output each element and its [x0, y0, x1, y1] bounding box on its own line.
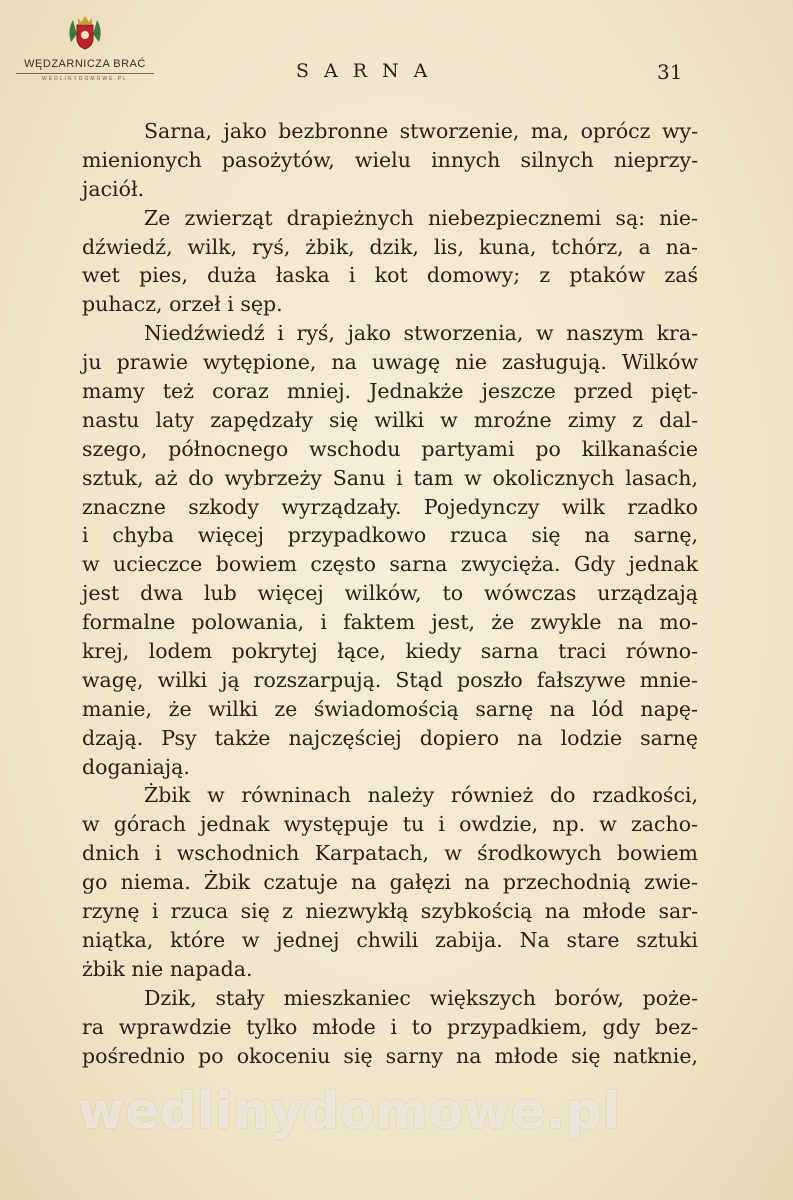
text-line: sztuk, aż do wybrzeży Sanu i tam w okolicznych lasach, [82, 465, 698, 490]
text-line: w górach jednak występuje tu i owdzie, np. w zacho- [82, 812, 698, 837]
text-line: ju prawie wytępione, na uwagę nie zasługują. Wilków [82, 350, 698, 375]
text-line: mienionych pasożytów, wielu innych silnych nieprzy- [82, 147, 698, 172]
text-line: żbik nie napada. [82, 956, 253, 981]
text-line: rzynę i rzuca się z niezwykłą szybkością na młode sar- [82, 899, 698, 924]
text-line: manie, że wilki ze świadomością sarnę na lód napę- [82, 696, 698, 721]
text-line: Ze zwierząt drapieżnych niebezpiecznemi są: nie- [144, 205, 698, 230]
logo-name: WĘDZARNICZA BRAĆ [24, 58, 146, 70]
text-line: w ucieczce bowiem często sarna zwycięża. Gdy jednak [82, 552, 698, 577]
text-line: dnich i wschodnich Karpatach, w środkowych bowiem [82, 841, 698, 866]
logo-divider [16, 73, 154, 74]
text-line: Żbik w równinach należy również do rzadkości, [144, 783, 698, 808]
text-line: puhacz, orzeł i sęp. [82, 292, 283, 317]
text-line: dzają. Psy także najczęściej dopiero na lodzie sarnę [82, 725, 698, 750]
text-line: mamy też coraz mniej. Jednakże jeszcze przed pięt- [82, 379, 698, 404]
text-line: znaczne szkody wyrządzały. Pojedynczy wilk rzadko [82, 494, 698, 519]
coat-of-arms-icon [63, 12, 107, 52]
text-line: jest dwa lub więcej wilków, to wówczas urządzają [82, 581, 698, 606]
text-line: niątka, które w jednej chwili zabija. Na stare sztuki [82, 927, 698, 952]
text-line: jaciół. [82, 176, 145, 201]
watermark: wedlinydomowe.pl [78, 1082, 621, 1140]
text-line: Niedźwiedź i ryś, jako stworzenia, w naszym kra- [144, 321, 698, 346]
text-line: nastu laty zapędzały się wilki w mroźne zimy z dal- [82, 407, 698, 432]
page-number: 31 [657, 60, 683, 84]
text-line: formalne polowania, i faktem jest, że zwykle na mo- [82, 610, 698, 635]
text-line: szego, północnego wschodu partyami po kilkanaście [82, 436, 698, 461]
logo-subtitle: WEDLINYDOMOWE.PL [42, 76, 128, 82]
text-line: Sarna, jako bezbronne stworzenie, ma, oprócz wy- [144, 119, 698, 143]
text-line: pośrednio po okoceniu się sarny na młode się natknie, [82, 1043, 698, 1068]
text-line: wet pies, duża łaska i kot domowy; z ptaków zaś [82, 263, 698, 288]
running-title: SARNA [296, 60, 443, 82]
text-line: ra wprawdzie tylko młode i to przypadkiem, gdy bez- [82, 1014, 698, 1039]
text-line: krej, lodem pokrytej łące, kiedy sarna traci równo- [82, 639, 698, 664]
text-line: go niema. Żbik czatuje na gałęzi na przechodnią zwie- [82, 870, 698, 895]
body-text [82, 117, 698, 1070]
text-line: doganiają. [82, 754, 190, 779]
text-line: wagę, wilki ją rozszarpują. Stąd poszło fałszywe mnie- [82, 667, 698, 692]
text-line: i chyba więcej przypadkowo rzuca się na sarnę, [82, 523, 698, 548]
logo [10, 12, 160, 82]
text-line: dźwiedź, wilk, ryś, żbik, dzik, lis, kuna, tchórz, a na- [82, 234, 698, 259]
text-line: Dzik, stały mieszkaniec większych borów, poże- [144, 985, 698, 1010]
